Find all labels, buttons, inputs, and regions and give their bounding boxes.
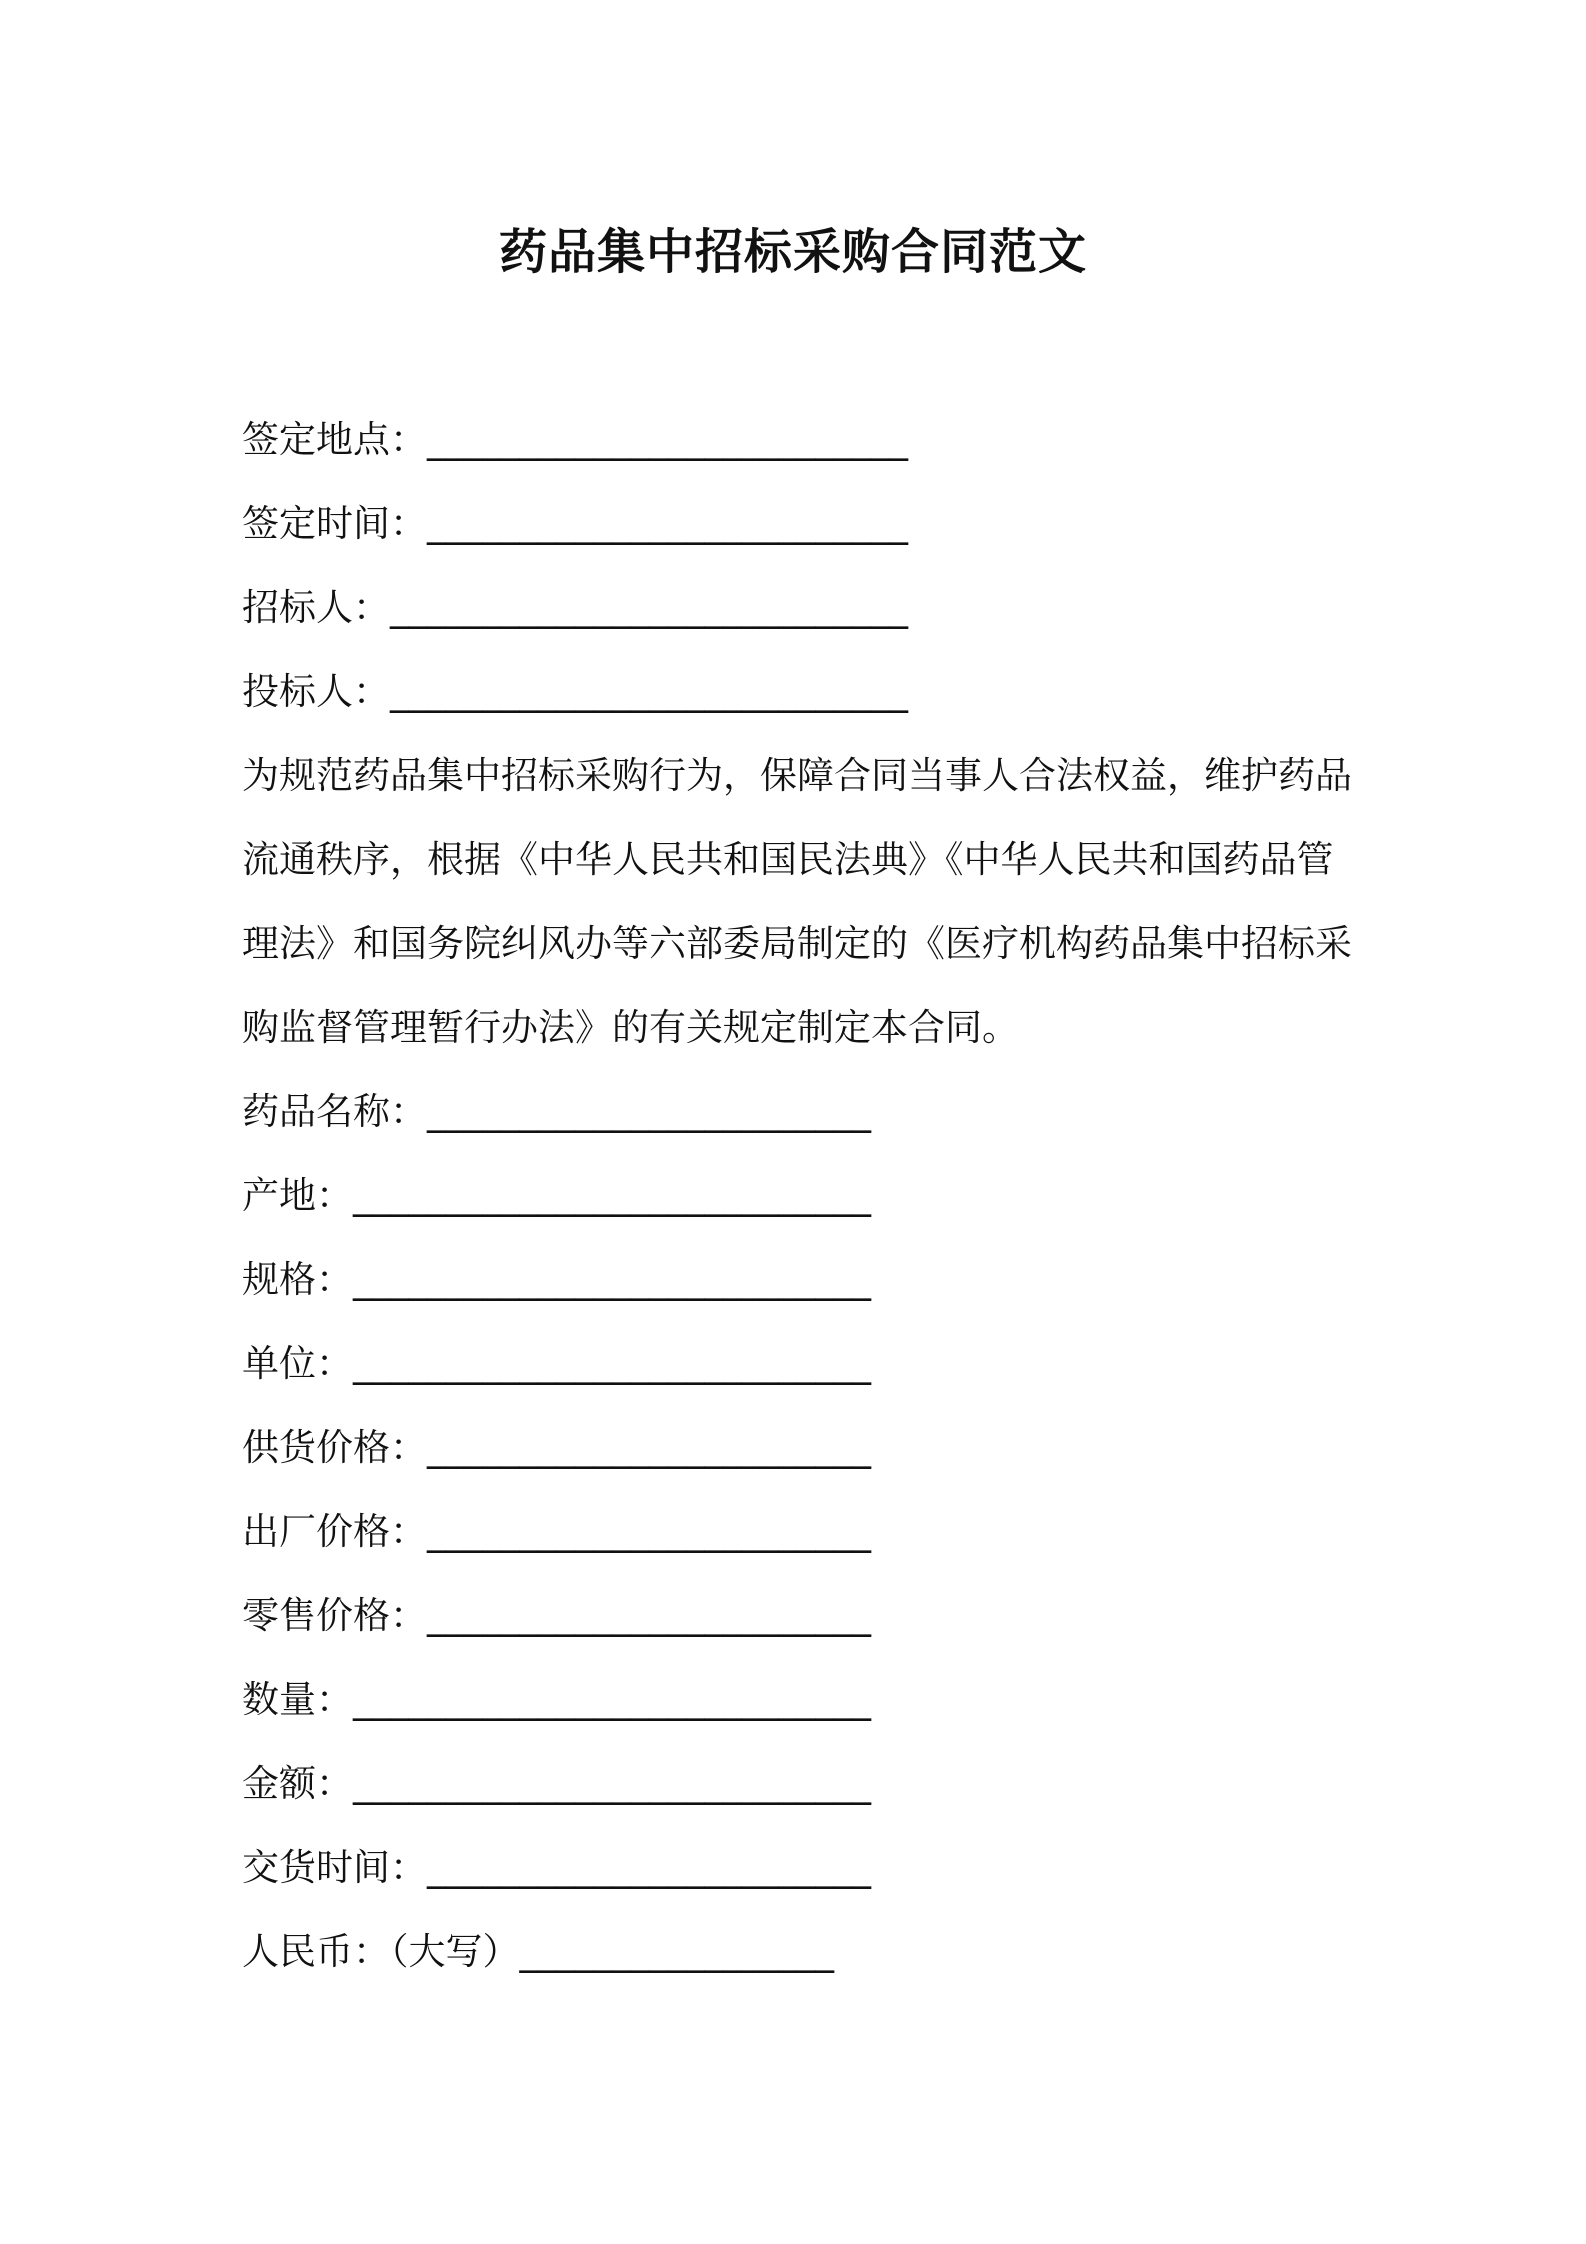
field-label: 签定地点： <box>242 418 427 461</box>
preamble-line: 购监督管理暂行办法》的有关规定制定本合同。 <box>242 1006 1019 1049</box>
field-rmb-uppercase <box>242 1910 1362 1994</box>
fill-blank: ____________________________ <box>353 1678 871 1721</box>
field-delivery-time <box>242 1826 1362 1910</box>
field-label: 投标人： <box>242 670 390 713</box>
fill-blank: ________________________ <box>427 1846 871 1889</box>
field-label: 交货时间： <box>242 1846 427 1889</box>
field-label: 单位： <box>242 1342 353 1385</box>
fill-blank: ____________________________ <box>353 1258 871 1301</box>
document-body <box>242 398 1362 1994</box>
field-specification <box>242 1238 1362 1322</box>
field-label: 签定时间： <box>242 502 427 545</box>
field-label: 金额： <box>242 1762 353 1805</box>
field-unit <box>242 1322 1362 1406</box>
fill-blank: ____________________________ <box>390 586 908 629</box>
field-signing-place <box>242 398 1362 482</box>
fill-blank: ____________________________ <box>353 1174 871 1217</box>
field-label: 规格： <box>242 1258 353 1301</box>
fill-blank: __________________________ <box>427 502 908 545</box>
fill-blank: _________________ <box>519 1930 834 1973</box>
field-label: 招标人： <box>242 586 390 629</box>
field-label: 零售价格： <box>242 1594 427 1637</box>
document-title: 药品集中招标采购合同范文 <box>498 224 1087 280</box>
field-supply-price <box>242 1406 1362 1490</box>
field-amount <box>242 1742 1362 1826</box>
field-label: 供货价格： <box>242 1426 427 1469</box>
field-label: 出厂价格： <box>242 1510 427 1553</box>
field-tenderer <box>242 566 1362 650</box>
preamble-line: 流通秩序，根据《中华人民共和国民法典》《中华人民共和国药品管 <box>242 838 1334 881</box>
field-origin <box>242 1154 1362 1238</box>
field-drug-name <box>242 1070 1362 1154</box>
field-bidder <box>242 650 1362 734</box>
field-label: 药品名称： <box>242 1090 427 1133</box>
fill-blank: ____________________________ <box>390 670 908 713</box>
fill-blank: __________________________ <box>427 418 908 461</box>
fill-blank: ________________________ <box>427 1426 871 1469</box>
field-label: 产地： <box>242 1174 353 1217</box>
fill-blank: ________________________ <box>427 1090 871 1133</box>
field-factory-price <box>242 1490 1362 1574</box>
field-quantity <box>242 1658 1362 1742</box>
fill-blank: ____________________________ <box>353 1762 871 1805</box>
field-label: 数量： <box>242 1678 353 1721</box>
fill-blank: ________________________ <box>427 1510 871 1553</box>
field-label: 人民币：（大写） <box>242 1930 520 1973</box>
preamble-paragraph <box>242 734 1352 1070</box>
field-retail-price <box>242 1574 1362 1658</box>
fill-blank: ____________________________ <box>353 1342 871 1385</box>
preamble-line: 理法》和国务院纠风办等六部委局制定的《医疗机构药品集中招标采 <box>242 922 1352 965</box>
preamble-line: 为规范药品集中招标采购行为，保障合同当事人合法权益，维护药品 <box>242 754 1352 797</box>
fill-blank: ________________________ <box>427 1594 871 1637</box>
field-signing-time <box>242 482 1362 566</box>
